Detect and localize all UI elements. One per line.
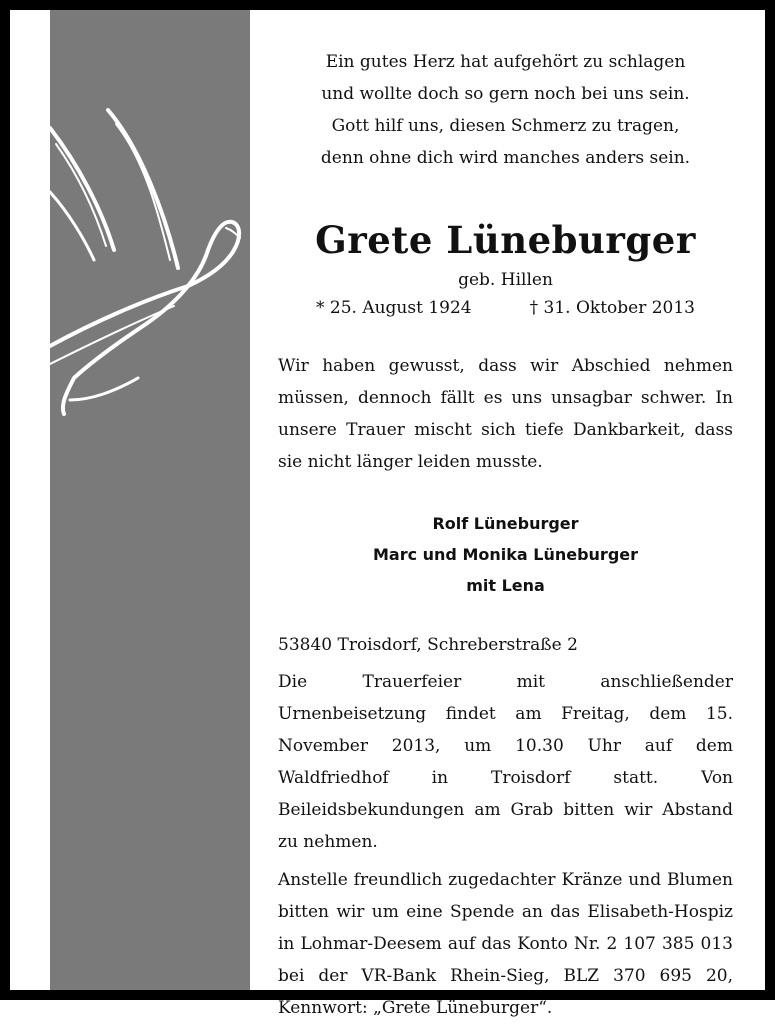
address: 53840 Troisdorf, Schreberstraße 2 bbox=[278, 635, 578, 655]
death-date: † 31. Oktober 2013 bbox=[529, 298, 695, 318]
birth-date: * 25. August 1924 bbox=[315, 298, 472, 318]
mourner-line: mit Lena bbox=[466, 576, 545, 595]
poem-line: und wollte doch so gern noch bei uns sein. bbox=[321, 84, 690, 104]
donation-notice: Anstelle freundlich zugedachter Kränze und Blumen bitten wir um eine Spende an das Elisabeth-Hospiz in Lohmar-Deesem auf das Konto Nr. 2 107 385 013 bei der VR-Bank Rhein-Sieg, BLZ 370 695 20, Kennwort: „Grete Lüneburger“. bbox=[278, 870, 733, 1018]
life-dates bbox=[278, 294, 733, 322]
notice-content bbox=[278, 46, 733, 1024]
poem-line: denn ohne dich wird manches anders sein. bbox=[320, 148, 691, 168]
poem-line: Ein gutes Herz hat aufgehört zu schlagen bbox=[325, 52, 686, 72]
mourner-line: Rolf Lüneburger bbox=[432, 514, 579, 533]
decorative-band bbox=[50, 10, 250, 990]
deceased-name: Grete Lüneburger bbox=[315, 218, 696, 262]
dove-icon bbox=[50, 100, 250, 430]
farewell-message: Wir haben gewusst, dass wir Abschied nehmen müssen, dennoch fällt es uns unsagbar schwer. In unsere Trauer mischt sich tiefe Dankbarkeit, dass sie nicht länger leiden musste. bbox=[278, 356, 733, 472]
funeral-notice: Die Trauerfeier mit anschließender Urnenbeisetzung findet am Freitag, dem 15. November 2013, um 10.30 Uhr auf dem Waldfriedhof in Troisdorf statt. Von Beileidsbekundungen am Grab bitten wir Abstand zu nehmen. bbox=[278, 672, 733, 852]
poem-line: Gott hilf uns, diesen Schmerz zu tragen, bbox=[331, 116, 680, 136]
poem bbox=[278, 46, 733, 174]
mourners bbox=[278, 508, 733, 601]
mourner-line: Marc und Monika Lüneburger bbox=[372, 545, 639, 564]
birth-name: geb. Hillen bbox=[458, 270, 553, 290]
